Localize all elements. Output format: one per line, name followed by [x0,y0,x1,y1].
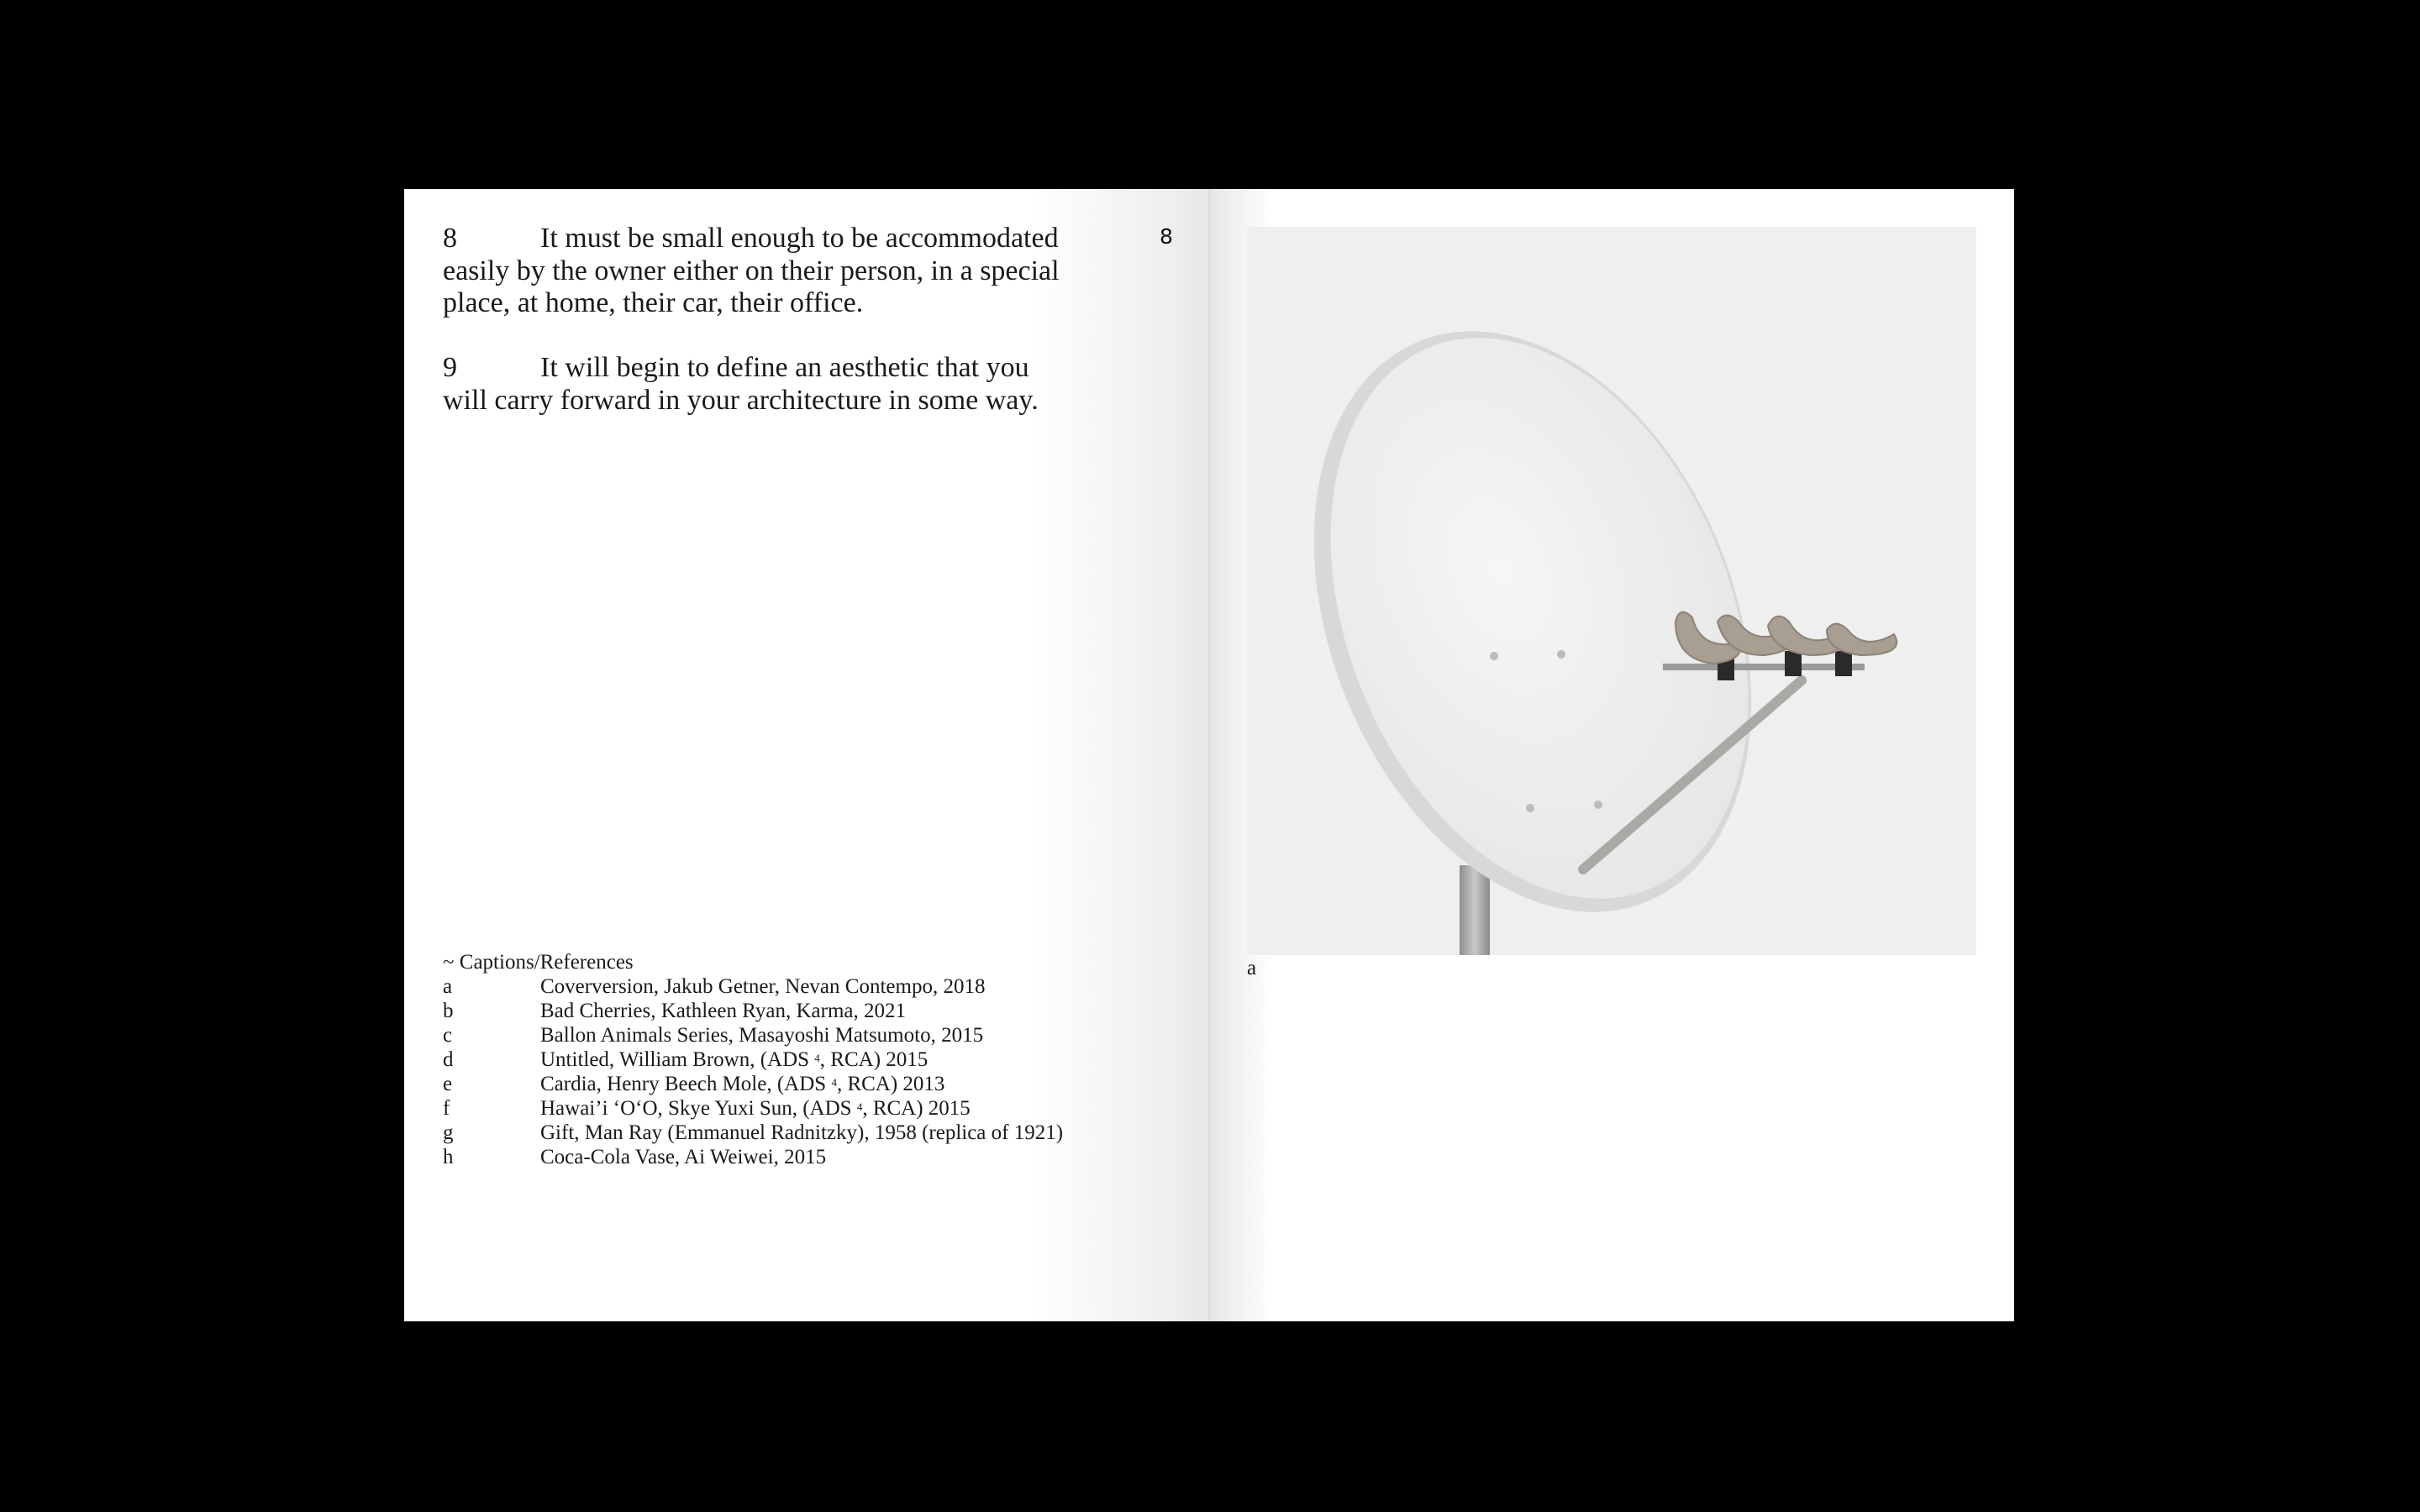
caption-key: b [443,1000,454,1022]
caption-key: a [443,975,453,998]
paragraph-line: easily by the owner either on their person, in a special [443,255,1060,286]
caption-row [443,1096,1063,1121]
caption-row [443,974,1063,999]
caption-row [443,999,1063,1023]
caption-key: c [443,1024,453,1047]
caption-key: f [443,1097,450,1120]
caption-text-part: , RCA) 2013 [836,1073,945,1095]
caption-text: Bad Cherries, Kathleen Ryan, Karma, 2021 [540,1000,906,1022]
paragraph-first-line: It will begin to define an aesthetic that you [540,352,1029,383]
caption-text-part: , RCA) 2015 [819,1048,929,1071]
caption-text: Ballon Animals Series, Masayoshi Matsumoto, 2015 [540,1024,984,1047]
caption-text: Coca-Cola Vase, Ai Weiwei, 2015 [540,1146,827,1168]
photo-caption: a [1247,957,1257,979]
caption-text [540,1047,928,1072]
caption-text: Gift, Man Ray (Emmanuel Radnitzky), 1958 (replica of 1921) [540,1121,1064,1144]
captions-list [443,950,1063,1169]
satellite-dish-photo [1247,227,1976,955]
caption-text-part: , RCA) 2015 [862,1097,971,1120]
gutter-fold [1208,189,1210,1321]
caption-text [540,1072,944,1096]
page-number: 8 [1160,224,1173,249]
caption-key: g [443,1121,454,1144]
satellite-dish-illustration [1247,227,1976,955]
caption-key: d [443,1048,454,1071]
caption-text: Coverversion, Jakub Getner, Nevan Contempo, 2018 [540,975,986,998]
footnote-superscript: 4 [831,1076,837,1089]
caption-text [540,1096,971,1121]
footnote-superscript: 4 [856,1100,863,1113]
paragraph-first-line: It must be small enough to be accommodated [540,223,1059,254]
caption-row [443,1047,1063,1072]
caption-key: e [443,1073,453,1095]
caption-text-part: Hawai’i ‘O‘O, Skye Yuxi Sun, (ADS [540,1097,857,1120]
right-page [1209,189,2014,1321]
paragraph-8 [443,223,1115,320]
caption-text-part: Cardia, Henry Beech Mole, (ADS [540,1073,832,1095]
caption-row [443,1023,1063,1047]
paragraph-number: 9 [443,352,457,383]
paragraph-line: will carry forward in your architecture in some way. [443,384,1039,416]
caption-row [443,1145,1063,1169]
footnote-superscript: 4 [814,1052,820,1064]
caption-text-part: Untitled, William Brown, (ADS [540,1048,815,1071]
paragraph-number: 8 [443,223,457,254]
left-page [404,189,1209,1321]
caption-row [443,1121,1063,1145]
book-spread [404,189,2014,1321]
paragraph-9 [443,352,1115,417]
caption-key: h [443,1146,454,1168]
paragraph-line: place, at home, their car, their office. [443,287,864,318]
captions-heading: ~ Captions/References [443,951,634,974]
caption-row [443,1072,1063,1096]
